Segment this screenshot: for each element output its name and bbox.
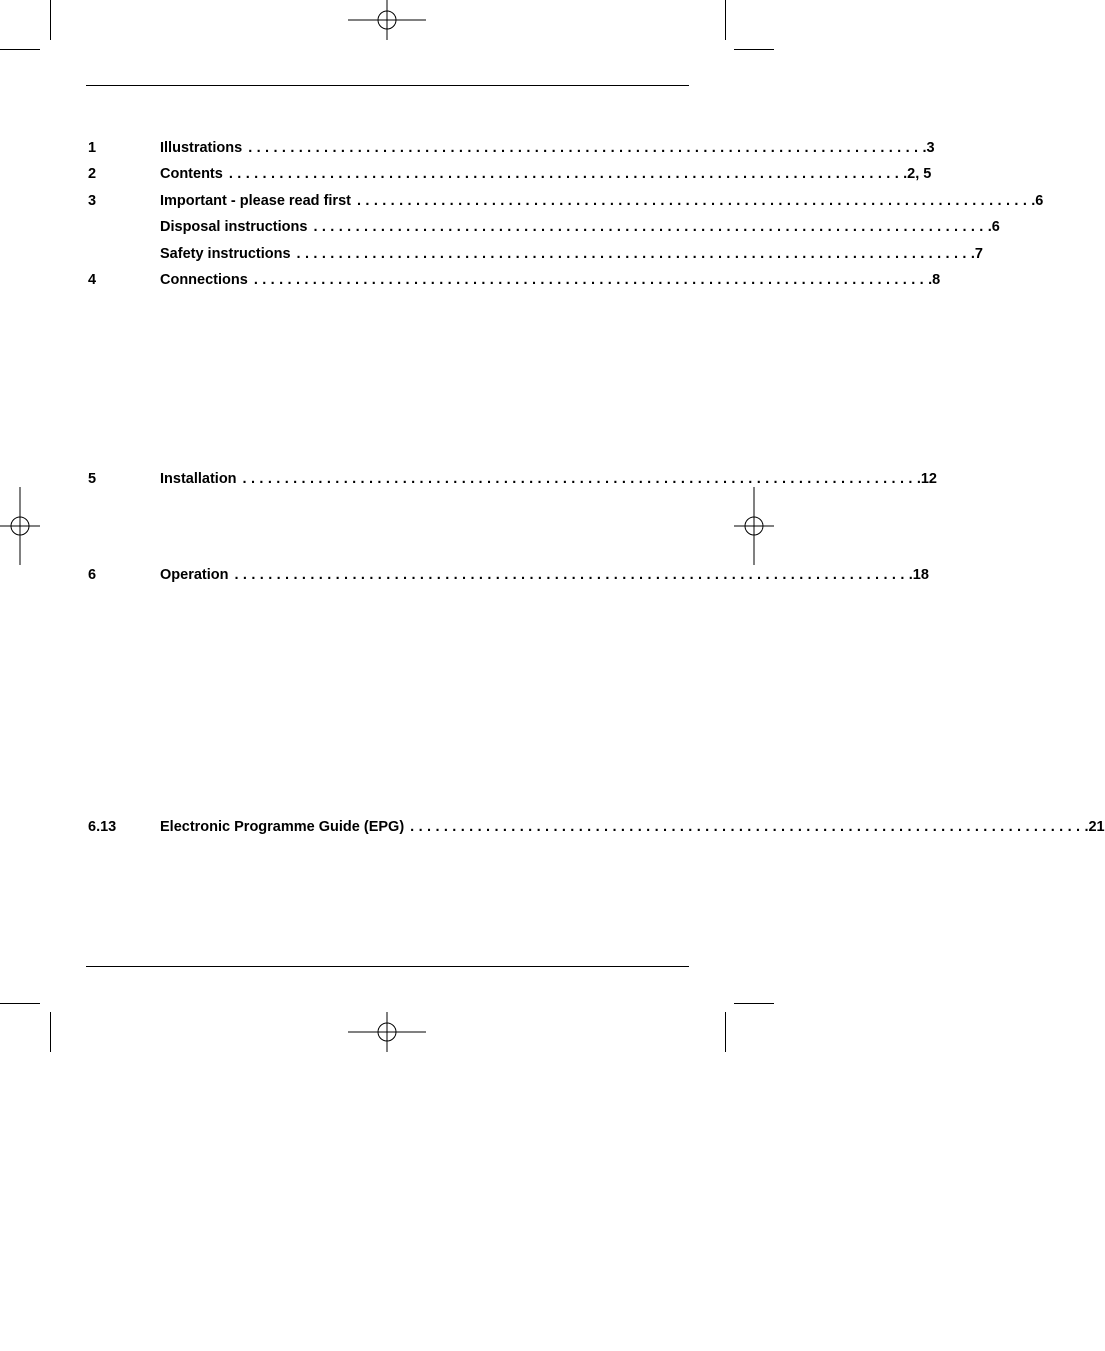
toc-title: Electronic Programme Guide (EPG) (160, 819, 405, 835)
crop-mark-top-left-vertical (50, 0, 51, 40)
toc-number: 6 (88, 567, 97, 583)
toc-title: Contents (160, 166, 223, 182)
crop-mark-bottom-right-horizontal (734, 1003, 774, 1004)
toc-title: Disposal instructions (160, 219, 308, 235)
header-rule (86, 85, 689, 86)
toc-page-number: .6 (1031, 193, 1044, 209)
toc-title: Important - please read first (160, 193, 351, 209)
toc-number: 5 (88, 471, 97, 487)
crop-mark-bottom-right-vertical (725, 1012, 726, 1052)
toc-leader-dots: ................................................................................ (228, 166, 904, 182)
toc-leader-dots: ................................................................................ (242, 471, 917, 487)
toc-title: Safety instructions (160, 246, 291, 262)
toc-page-number: .18 (908, 567, 929, 583)
toc-entry-operation[interactable] (88, 565, 929, 585)
toc-leader-dots: ................................................................................ (313, 219, 988, 235)
toc-entry-important[interactable] (88, 191, 1044, 211)
registration-mark-top-icon (348, 0, 428, 40)
toc-number: 6.13 (88, 819, 117, 835)
toc-entry-installation[interactable] (88, 469, 938, 489)
toc-entry-disposal[interactable] (88, 217, 1000, 237)
toc-number: 4 (88, 272, 97, 288)
crop-mark-top-right-vertical (725, 0, 726, 40)
toc-entry-connections[interactable] (88, 270, 941, 290)
toc-title: Illustrations (160, 140, 243, 156)
registration-mark-left-icon (0, 487, 40, 567)
toc-title: Connections (160, 272, 248, 288)
toc-page-number: .2, 5 (903, 166, 932, 182)
toc-entry-safety[interactable] (88, 244, 983, 264)
toc-leader-dots: ................................................................................ (248, 140, 923, 156)
crop-mark-bottom-left-vertical (50, 1012, 51, 1052)
toc-page-number: .3 (922, 140, 935, 156)
toc-title: Installation (160, 471, 237, 487)
crop-mark-bottom-left-horizontal (0, 1003, 40, 1004)
toc-leader-dots: ................................................................................ (253, 272, 929, 288)
crop-mark-top-right-horizontal (734, 49, 774, 50)
toc-number: 1 (88, 140, 97, 156)
crop-mark-top-left-horizontal (0, 49, 40, 50)
toc-page-number: .8 (928, 272, 941, 288)
toc-leader-dots: ................................................................................ (356, 193, 1032, 209)
toc-leader-dots: ................................................................................ (410, 819, 1085, 835)
toc-leader-dots: ................................................................................ (296, 246, 971, 262)
toc-page-number: .21 (1084, 819, 1105, 835)
toc-page-number: .6 (987, 219, 1000, 235)
toc-entry-epg[interactable] (88, 817, 1105, 837)
toc-leader-dots: ................................................................................ (234, 567, 909, 583)
toc-entry-illustrations[interactable] (88, 138, 935, 158)
toc-page-number: .7 (970, 246, 983, 262)
footer-rule (86, 966, 689, 967)
toc-page-number: .12 (916, 471, 938, 487)
toc-number: 3 (88, 193, 97, 209)
toc-entry-contents[interactable] (88, 164, 932, 184)
registration-mark-bottom-icon (348, 1012, 428, 1052)
toc-title: Operation (160, 567, 229, 583)
toc-number: 2 (88, 166, 97, 182)
registration-mark-right-icon (734, 487, 774, 567)
